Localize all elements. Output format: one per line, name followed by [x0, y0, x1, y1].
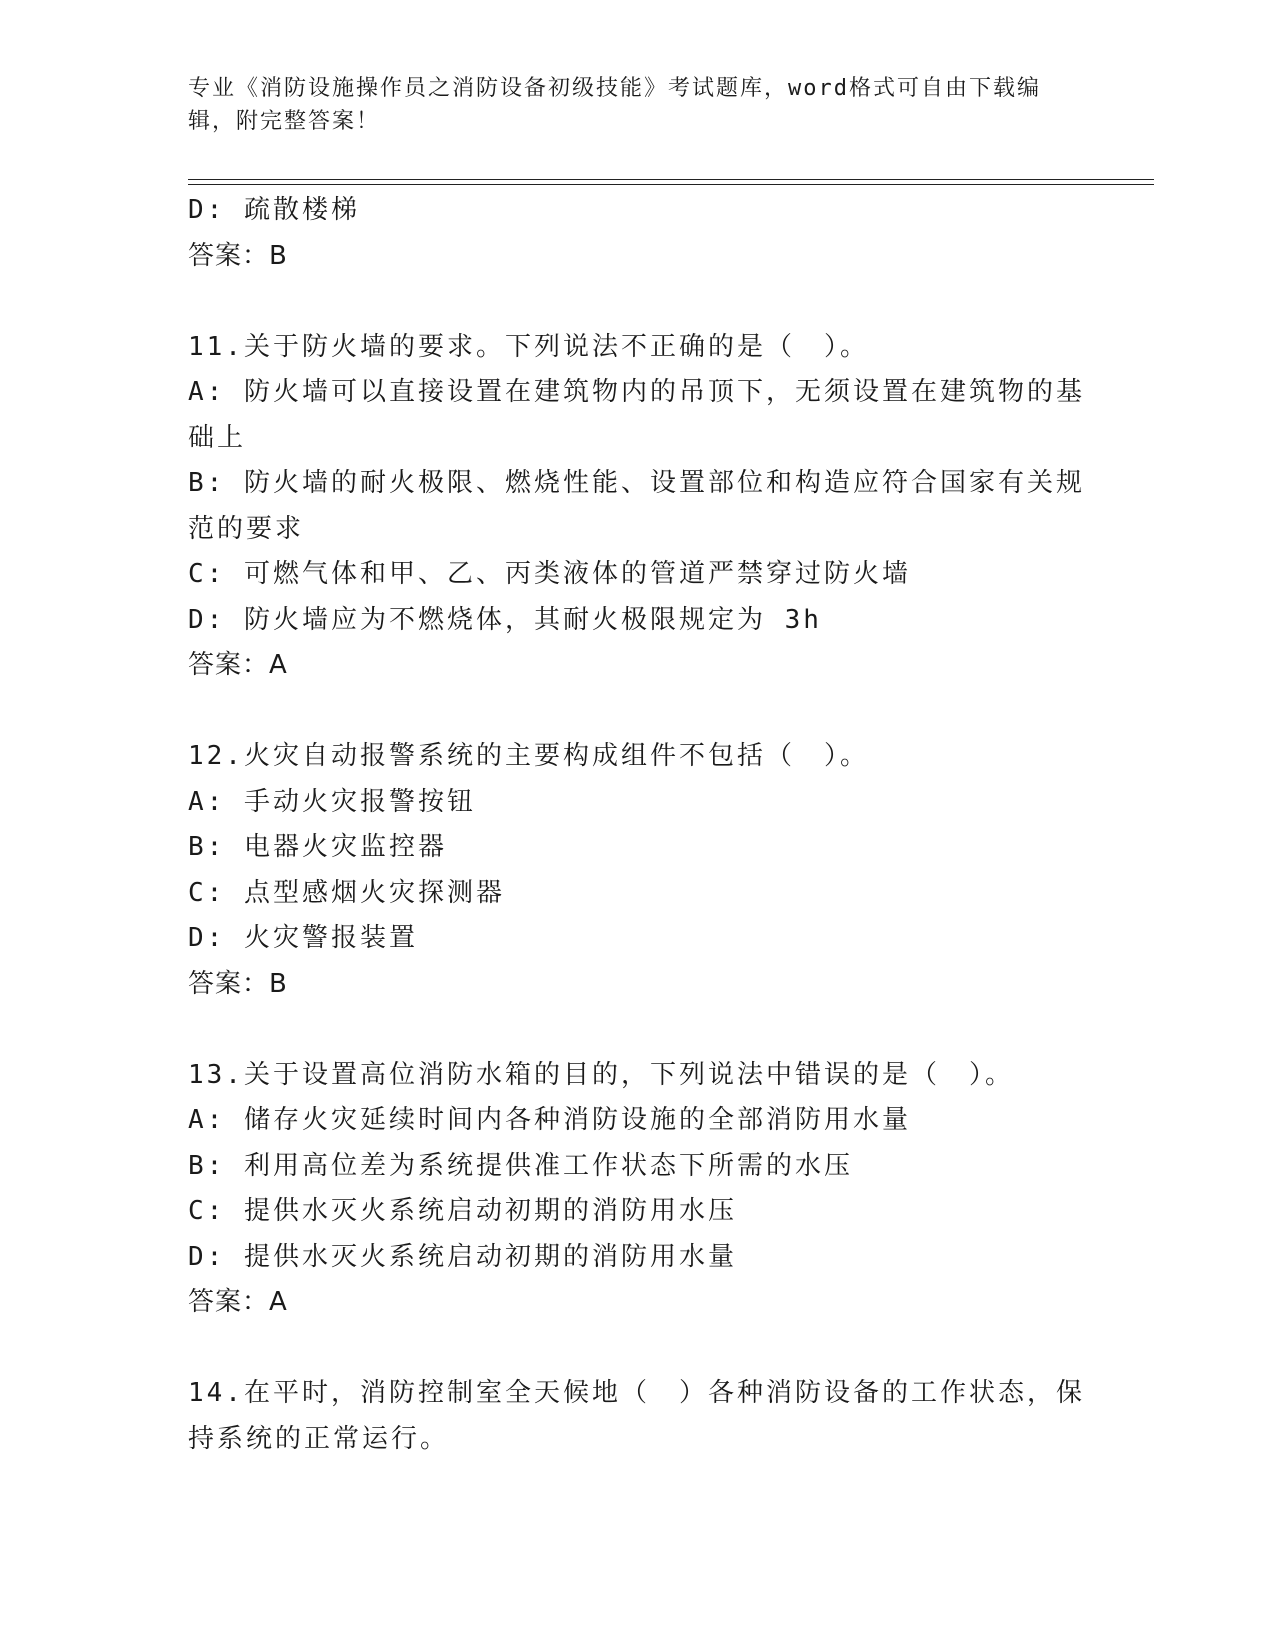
spacer: [188, 279, 1088, 325]
option-a: A: 手动火灾报警按钮: [188, 786, 476, 817]
option-a: A: 防火墙可以直接设置在建筑物内的吊顶下，无须设置在建筑物的基: [188, 377, 1085, 407]
option-c: C: 点型感烟火灾探测器: [188, 877, 505, 908]
header-rule-bottom: [188, 184, 1154, 185]
prev-option-d: D: 疏散楼梯: [188, 195, 360, 225]
spacer: [188, 1326, 1088, 1372]
question-list: [188, 188, 1088, 1462]
option-d: D: 提供水灭火系统启动初期的消防用水量: [188, 1241, 737, 1272]
page-header: 专业《消防设施操作员之消防设备初级技能》考试题库，word格式可自由下载编辑，附完整答案！: [188, 76, 1041, 134]
option-a-continued: 础上: [188, 422, 247, 453]
option-b-continued: 范的要求: [188, 513, 305, 544]
option-b: B: 利用高位差为系统提供准工作状态下所需的水压: [188, 1150, 853, 1181]
question-stem: 13.关于设置高位消防水箱的目的，下列说法中错误的是（ ）。: [188, 1059, 1014, 1090]
spacer: [188, 689, 1088, 735]
question-stem: 11.关于防火墙的要求。下列说法不正确的是（ ）。: [188, 331, 869, 362]
answer: 答案：B: [188, 968, 288, 999]
spacer: [188, 1007, 1088, 1053]
option-d: D: 火灾警报装置: [188, 923, 418, 953]
answer: 答案：A: [188, 1287, 288, 1317]
prev-answer: 答案：B: [188, 240, 288, 271]
question-13: [188, 1053, 1088, 1326]
option-d: D: 防火墙应为不燃烧体，其耐火极限规定为 3h: [188, 604, 822, 635]
question-stem: 12.火灾自动报警系统的主要构成组件不包括（ ）。: [188, 741, 869, 771]
question-stem-continued: 持系统的正常运行。: [188, 1423, 450, 1454]
option-b: B: 电器火灾监控器: [188, 832, 447, 862]
option-c: C: 提供水灭火系统启动初期的消防用水压: [188, 1196, 737, 1226]
answer: 答案：A: [188, 650, 288, 680]
question-12: [188, 734, 1088, 1007]
option-a: A: 储存火灾延续时间内各种消防设施的全部消防用水量: [188, 1105, 911, 1135]
question-14: [188, 1371, 1088, 1462]
header-rule-top: [188, 179, 1154, 180]
option-c: C: 可燃气体和甲、乙、丙类液体的管道严禁穿过防火墙: [188, 559, 911, 589]
question-11: [188, 325, 1088, 689]
option-b: B: 防火墙的耐火极限、燃烧性能、设置部位和构造应符合国家有关规: [188, 468, 1085, 498]
question-stem: 14.在平时，消防控制室全天候地（ ）各种消防设备的工作状态，保: [188, 1378, 1085, 1408]
